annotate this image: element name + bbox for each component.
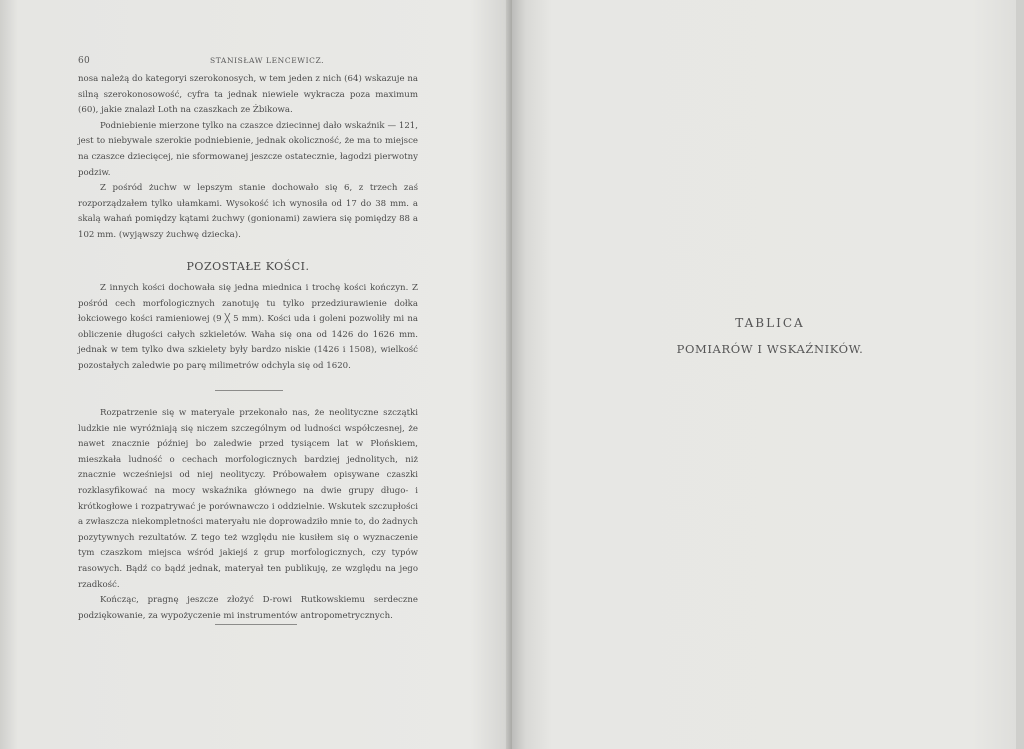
divider-rule (215, 390, 283, 391)
paragraph: Z innych kości dochowała się jedna miednica i trochę kości kończyn. Z pośród cech morfologicznych zanotuję tu tylko przedziurawienie dołka łokciowego kości ramieniowej (9 ╳ 5 mm). Kości uda i goleni pozwoliły mi na obliczenie długości całych szkieletów. Waha się ona od 1426 do 1626 mm. jednak w tem tylko dwa szkielety były bardzo niskie (1426 i 1508), wielkość pozostałych zaledwie po parę milimetrów odchyla się od 1620. (78, 283, 418, 371)
page-number: 60 (78, 56, 91, 66)
end-rule (215, 624, 297, 625)
plate-title: TABLICA (735, 316, 805, 330)
running-head: STANISŁAW LENCEWICZ. (210, 56, 325, 65)
page-edge (1016, 0, 1024, 749)
right-page (512, 0, 1024, 749)
paragraph: Kończąc, pragnę jeszcze złożyć D-rowi Rutkowskiemu serdeczne podziękowanie, za wypożyczenie mi instrumentów antropometrycznych. (78, 595, 418, 621)
text-block-1 (78, 72, 418, 244)
paragraph: Rozpatrzenie się w materyale przekonało nas, że neolityczne szczątki ludzkie nie wyróżniają się niczem szczególnym od ludności współczesnej, że nawet znacznie później bo zaledwie przed tysiącem lat w Płońskiem, mieszkała ludność o cechach morfologicznych bardziej jednolitych, niż znacznie wcześniejsi od niej neolityczy. Próbowałem opisywane czaszki rozklasyfikować na mocy wskaźnika głównego na dwie grupy długo- i krótkogłowe i rozpatrywać je porównawczo i oddzielnie. Wskutek szczupłości a zwłaszcza niekompletności materyału nie doprowadziło mnie to, do żadnych pozytywnych rezultatów. Z tego też względu nie kusiłem się o wyznaczenie tym czaszkom miejsca wśród jakiejś z grup morfologicznych, czy typów rasowych. Bądź co bądź jednak, materyał ten publikuję, ze względu na jego rzadkość. (78, 408, 418, 590)
section-heading: POZOSTAŁE KOŚCI. (186, 260, 310, 273)
paragraph: Podniebienie mierzone tylko na czaszce dziecinnej dało wskaźnik — 121, jest to niebywale szerokie podniebienie, jednak okoliczność, że ma to miejsce na czaszce dziecięcej, nie sformowanej jeszcze ostatecznie, łagodzi pierwotny podziw. (78, 120, 418, 178)
paragraph: Z pośród żuchw w lepszym stanie dochowało się 6, z trzech zaś rozporządzałem tylko ułamkami. Wysokość ich wynosiła od 17 do 38 mm. a skalą wahań pomiędzy kątami żuchwy (gonionami) zawiera się pomiędzy 88 a 102 mm. (wyjąwszy żuchwę dziecka). (78, 183, 418, 240)
plate-subtitle: POMIARÓW I WSKAŹNIKÓW. (676, 342, 864, 356)
paragraph: nosa należą do kategoryi szerokonosych, w tem jeden z nich (64) wskazuje na silną szerokonosowość, cyfra ta jednak niewiele wykracza poza maximum (60), jakie znalazł Loth na czaszkach ze Żbikowa. (78, 74, 418, 116)
text-block-2 (78, 281, 418, 375)
text-block-3 (78, 406, 418, 624)
